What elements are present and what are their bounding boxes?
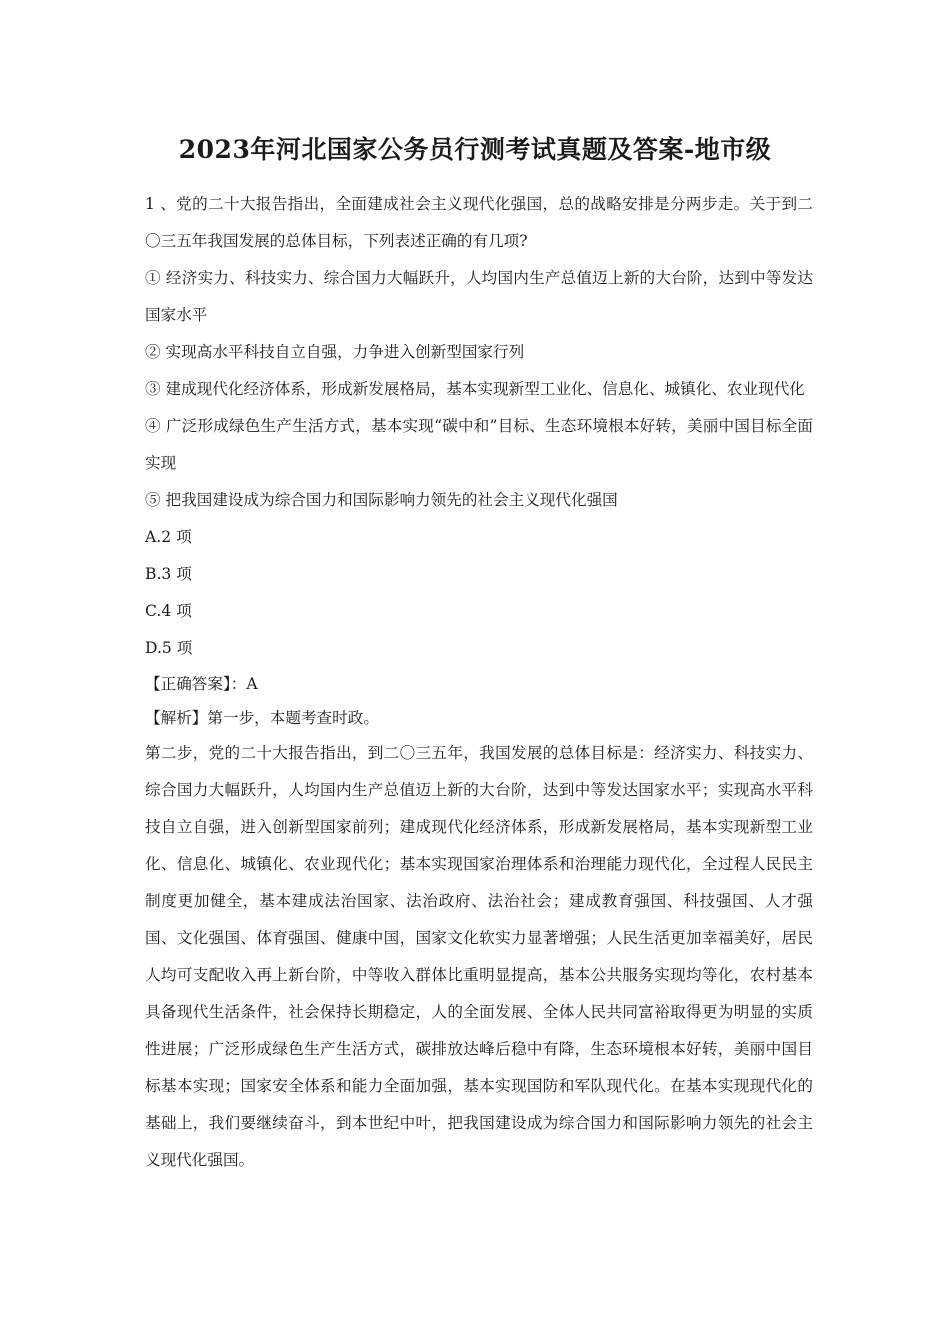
analysis-step-2: 第二步，党的二十大报告指出，到二〇三五年，我国发展的总体目标是：经济实力、科技实力、综合国力大幅跃升，人均国内生产总值迈上新的大台阶，达到中等发达国家水平；实现高水平科技自立自强，进入创新型国家前列；建成现代化经济体系，形成新发展格局，基本实现新型工业化、信息化、城镇化、农业现代化；基本实现国家治理体系和治理能力现代化，全过程人民民主制度更加健全，基本建成法治国家、法治政府、法治社会；建成教育强国、科技强国、人才强国、文化强国、体育强国、健康中国，国家文化软实力显著增强；人民生活更加幸福美好，居民人均可支配收入再上新台阶，中等收入群体比重明显提高，基本公共服务实现均等化，农村基本具备现代生活条件，社会保持长期稳定，人的全面发展、全体人民共同富裕取得更为明显的实质性进展；广泛形成绿色生产生活方式，碳排放达峰后稳中有降，生态环境根本好转，美丽中国目标基本实现；国家安全体系和能力全面加强，基本实现国防和军队现代化。在基本实现现代化的基础上，我们要继续奋斗，到本世纪中叶，把我国建设成为综合国力和国际影响力领先的社会主义现代化强国。 [145,744,813,1169]
question-stem: 1 、党的二十大报告指出，全面建成社会主义现代化强国，总的战略安排是分两步走。关于到二〇三五年我国发展的总体目标，下列表述正确的有几项? [145,195,813,250]
statement-3: ③ 建成现代化经济体系，形成新发展格局，基本实现新型工业化、信息化、城镇化、农业现代化 [145,380,805,398]
option-d: D.5 项 [145,639,193,657]
option-b: B.3 项 [145,565,192,583]
analysis-step-1: 【解析】第一步，本题考查时政。 [145,709,379,727]
option-a: A.2 项 [145,528,192,546]
document-title: 2023年河北国家公务员行测考试真题及答案-地市级 [178,135,772,164]
statement-5: ⑤ 把我国建设成为综合国力和国际影响力领先的社会主义现代化强国 [145,491,618,509]
statement-2: ② 实现高水平科技自立自强，力争进入创新型国家行列 [145,343,525,361]
correct-answer: 【正确答案】：A [145,675,258,693]
statement-4: ④ 广泛形成绿色生产生活方式，基本实现“碳中和”目标、生态环境根本好转，美丽中国目标全面实现 [145,417,813,472]
option-c: C.4 项 [145,602,192,620]
statement-1: ① 经济实力、科技实力、综合国力大幅跃升，人均国内生产总值迈上新的大台阶，达到中等发达国家水平 [145,269,813,324]
question-block [145,186,813,1179]
